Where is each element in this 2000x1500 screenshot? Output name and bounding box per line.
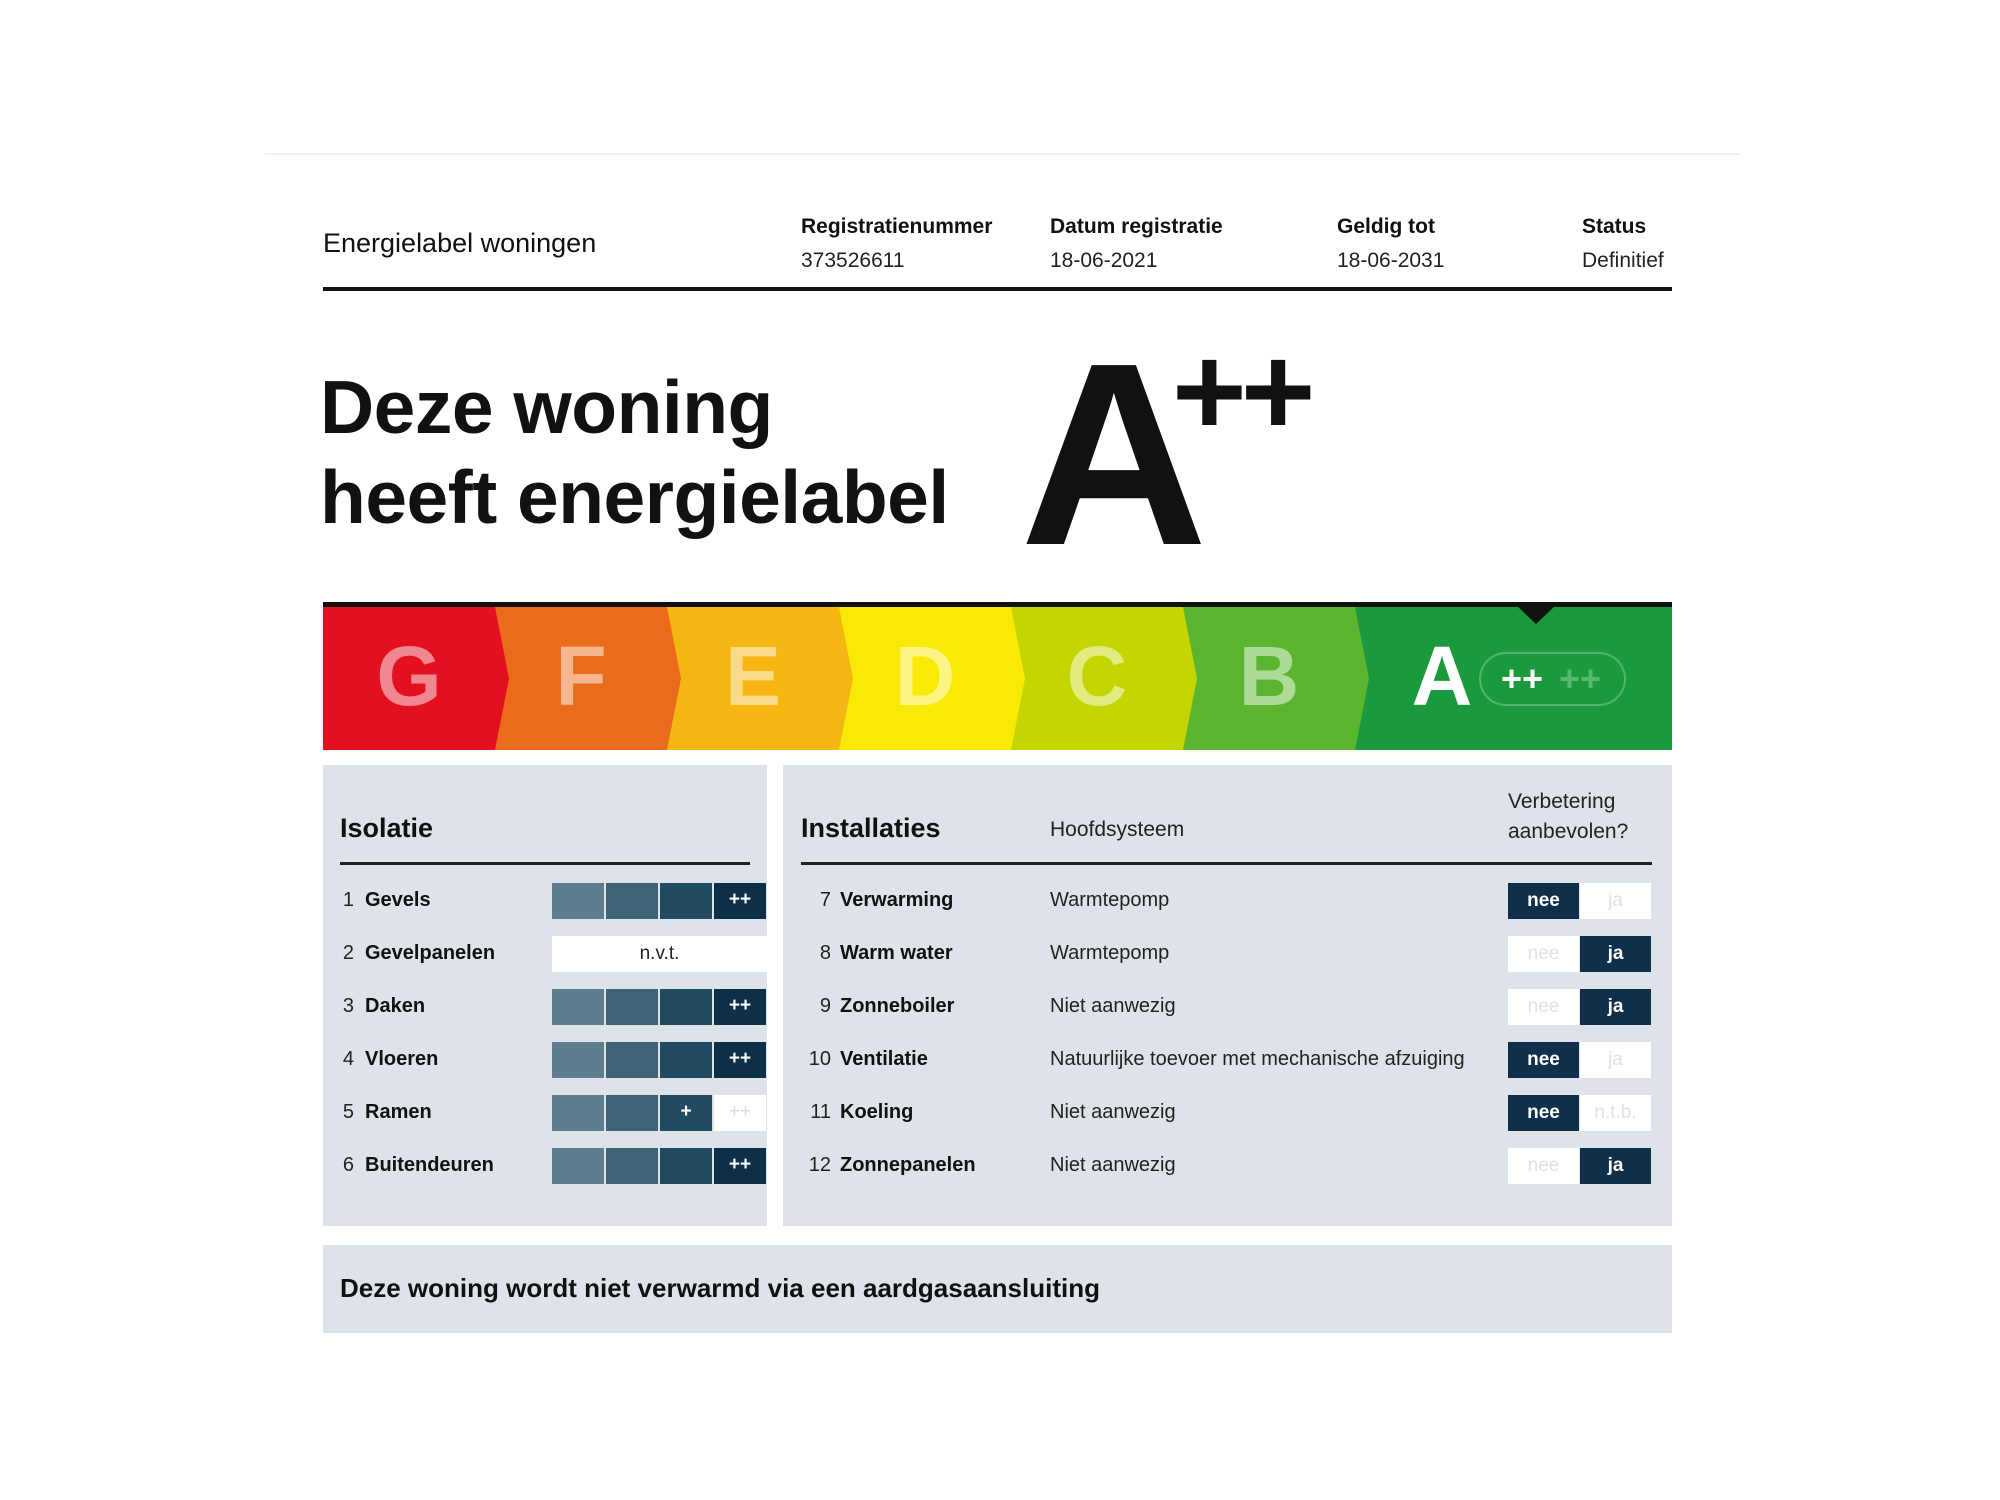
recommendation-toggle [1508, 1095, 1651, 1131]
recommendation-toggle [1508, 936, 1651, 972]
scale-letter-b: B [1238, 629, 1300, 723]
isolation-title: Isolatie [340, 813, 434, 843]
rating-bar [552, 989, 767, 1025]
rating-label: + [680, 1101, 692, 1122]
row-name: Zonnepanelen [840, 1154, 976, 1176]
list-item [340, 883, 767, 919]
option-nee: nee [1508, 1042, 1579, 1078]
table-row [783, 936, 1672, 972]
option-nee: nee [1508, 936, 1579, 972]
row-number: 3 [342, 995, 354, 1017]
energy-scale [323, 602, 1672, 755]
option-nee: nee [1508, 989, 1579, 1025]
scale-letter-c: C [1066, 629, 1128, 723]
headline-line-2: heeft energielabel [320, 455, 949, 539]
rating-label: ++ [728, 1101, 752, 1122]
list-item [340, 1095, 767, 1131]
option-nee: nee [1508, 1148, 1579, 1184]
rating-segment [660, 989, 712, 1025]
column-main-system: Hoofdsysteem [1050, 818, 1185, 841]
row-name: Vloeren [365, 1048, 439, 1070]
column-improvement-line-2: aanbevolen? [1508, 820, 1629, 843]
rating-label: ++ [728, 1048, 752, 1069]
row-system: Warmtepomp [1050, 889, 1170, 911]
registration-number [801, 215, 992, 273]
meta-value: 18-06-2021 [1050, 249, 1158, 272]
rating-segment [606, 883, 658, 919]
rating-segment [606, 1042, 658, 1078]
row-name: Verwarming [840, 889, 954, 911]
rating-label: ++ [728, 1154, 752, 1175]
recommendation-toggle [1508, 1042, 1651, 1078]
list-item [340, 1148, 767, 1184]
rating-segment-top [714, 989, 766, 1025]
scale-letter-g: G [376, 629, 442, 723]
isolation-panel [323, 765, 767, 1226]
meta-label: Status [1582, 215, 1647, 238]
column-improvement-line-1: Verbetering [1508, 790, 1616, 813]
recommendation-toggle [1508, 1148, 1651, 1184]
recommendation-toggle [1508, 883, 1651, 919]
row-system: Niet aanwezig [1050, 1154, 1176, 1176]
gas-connection-note [323, 1245, 1672, 1333]
row-name: Koeling [840, 1101, 914, 1123]
rating-bar [552, 883, 767, 919]
option-ja: ja [1580, 989, 1651, 1025]
status [1582, 215, 1664, 273]
row-number: 7 [819, 889, 831, 911]
row-system: Niet aanwezig [1050, 995, 1176, 1017]
recommendation-toggle [1508, 989, 1651, 1025]
option-ntb: n.t.b. [1580, 1095, 1651, 1131]
meta-value: 18-06-2031 [1337, 249, 1445, 272]
row-number: 8 [819, 942, 831, 964]
rating-label: ++ [728, 889, 752, 910]
energy-grade-letter: A [1020, 310, 1204, 600]
rating-segment [660, 1095, 712, 1131]
row-system: Warmtepomp [1050, 942, 1170, 964]
isolation-rule [340, 862, 750, 865]
energy-grade-plus: ++ [1172, 320, 1310, 463]
installations-title: Installaties [801, 813, 941, 843]
rating-segment [606, 1148, 658, 1184]
meta-value: 373526611 [801, 249, 905, 272]
row-number: 10 [808, 1048, 831, 1070]
rating-bar [552, 1095, 767, 1131]
list-item [340, 989, 767, 1025]
meta-label: Registratienummer [801, 215, 993, 238]
rating-segment-top [714, 1042, 766, 1078]
row-name: Gevels [365, 889, 431, 911]
scale-letter-f: F [555, 629, 607, 723]
rating-bar [552, 1148, 767, 1184]
row-number: 9 [819, 995, 831, 1017]
rating-segment [552, 1148, 604, 1184]
rating-segment-empty [714, 1095, 766, 1131]
table-row [783, 883, 1672, 919]
rating-segment-top [714, 883, 766, 919]
headline-line-1: Deze woning [320, 365, 773, 449]
a-plus-inactive: ++ [1558, 658, 1602, 699]
meta-label: Datum registratie [1050, 215, 1223, 238]
option-ja: ja [1580, 883, 1651, 919]
row-name: Ventilatie [840, 1048, 928, 1070]
scale-pointer-icon [1516, 605, 1556, 624]
document-type: Energielabel woningen [323, 228, 597, 258]
table-row [783, 1095, 1672, 1131]
rating-segment [606, 989, 658, 1025]
row-number: 5 [342, 1101, 354, 1123]
row-name: Buitendeuren [365, 1154, 494, 1176]
valid-until [1337, 215, 1444, 273]
registration-date [1050, 215, 1223, 273]
option-ja: ja [1580, 936, 1651, 972]
row-system: Natuurlijke toevoer met mechanische afzuiging [1050, 1048, 1465, 1070]
meta-value: Definitief [1582, 249, 1664, 272]
rating-segment [660, 1148, 712, 1184]
installations-rule [801, 862, 1652, 865]
row-number: 11 [810, 1101, 831, 1123]
rating-segment-top [714, 1148, 766, 1184]
top-divider [265, 153, 1740, 155]
rating-segment [660, 1042, 712, 1078]
footer-text: Deze woning wordt niet verwarmd via een aardgasaansluiting [340, 1273, 1100, 1303]
row-name: Warm water [840, 942, 953, 964]
scale-letter-e: E [724, 629, 782, 723]
row-name: Ramen [365, 1101, 432, 1123]
rating-label: ++ [728, 995, 752, 1016]
row-name: Gevelpanelen [365, 942, 496, 964]
energy-scale-arrows [323, 607, 1672, 750]
rating-segment [552, 1042, 604, 1078]
option-nee: nee [1508, 883, 1579, 919]
option-nee: nee [1508, 1095, 1579, 1131]
installations-panel [783, 765, 1672, 1226]
headline [320, 362, 949, 542]
scale-letter-d: D [894, 629, 956, 723]
meta-label: Geldig tot [1337, 215, 1435, 238]
table-row [783, 989, 1672, 1025]
row-number: 12 [808, 1154, 831, 1176]
rating-segment [606, 1095, 658, 1131]
row-number: 4 [342, 1048, 354, 1070]
option-ja: ja [1580, 1042, 1651, 1078]
scale-letter-a: A [1411, 629, 1473, 723]
rating-segment [552, 883, 604, 919]
column-improvement [1508, 787, 1628, 847]
rating-segment [660, 883, 712, 919]
row-number: 1 [342, 889, 354, 911]
row-system: Niet aanwezig [1050, 1101, 1176, 1123]
table-row [783, 1042, 1672, 1078]
not-applicable-value: n.v.t. [552, 936, 767, 972]
header [323, 215, 1672, 291]
list-item [340, 1042, 767, 1078]
row-number: 6 [342, 1154, 354, 1176]
row-name: Zonneboiler [840, 995, 955, 1017]
a-plus-active: ++ [1500, 658, 1544, 699]
option-ja: ja [1580, 1148, 1651, 1184]
row-name: Daken [365, 995, 426, 1017]
rating-segment [552, 1095, 604, 1131]
row-number: 2 [342, 942, 354, 964]
rating-bar [552, 1042, 767, 1078]
table-row [783, 1148, 1672, 1184]
rating-segment [552, 989, 604, 1025]
list-item [340, 936, 767, 972]
